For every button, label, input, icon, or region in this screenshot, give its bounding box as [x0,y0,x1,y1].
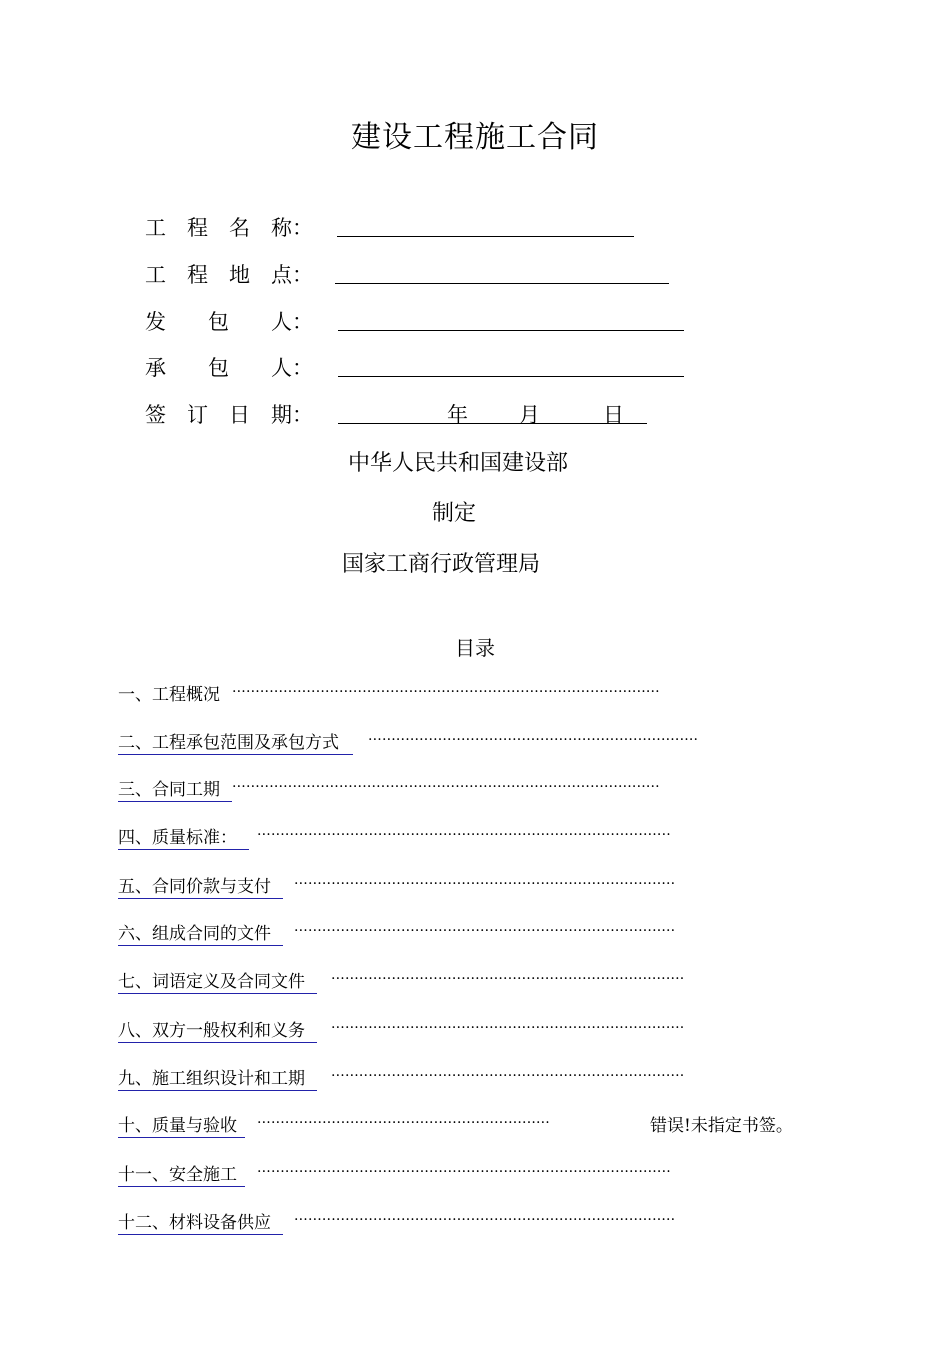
toc-item-link[interactable] [118,1016,317,1043]
toc-item-link[interactable] [118,728,353,755]
date-year: 年 [447,403,468,427]
toc-leader-dots: ............................................................................ [331,1064,685,1080]
toc-item-label[interactable]: 七、词语定义及合同文件 [118,972,305,992]
date-month: 月 [519,403,540,427]
toc-leader-dots: ............................................................... [257,1111,550,1127]
employer-label: 发 包 人： [145,310,313,334]
signing-date-label: 签 订 日 期： [145,403,313,427]
toc-item-link[interactable] [118,1160,245,1187]
toc-item-label[interactable]: 十、质量与验收 [118,1116,237,1136]
toc-item-label[interactable]: 十一、安全施工 [118,1165,237,1185]
toc-leader-dots: ............................................................................ [331,967,685,983]
document-title: 建设工程施工合同 [351,120,599,155]
toc-item-link[interactable] [118,1208,283,1235]
project-name-label: 工 程 名 称： [145,216,313,240]
toc-leader-dots: ............................................................................................ [232,775,660,791]
toc-item-link[interactable] [118,919,283,946]
toc-item-link[interactable] [118,775,232,802]
toc-leader-dots: ......................................................................................... [257,1160,671,1176]
issuer-ministry: 中华人民共和国建设部 [348,451,569,476]
toc-leader-dots: .................................................................................. [294,872,676,888]
project-location-blank[interactable] [335,259,669,284]
toc-item-link[interactable] [118,823,249,850]
issuer-formulated: 制定 [432,501,477,526]
toc-leader-dots: ....................................................................... [368,728,699,744]
toc-item-label[interactable]: 三、合同工期 [118,780,220,800]
toc-leader-dots: ............................................................................ [331,1016,685,1032]
employer-blank[interactable] [338,306,684,331]
toc-item-link[interactable] [118,872,283,899]
toc-leader-dots: ............................................................................................ [232,680,660,696]
contractor-label: 承 包 人： [145,356,313,380]
toc-leader-dots: ......................................................................................... [257,823,671,839]
date-day: 日 [603,403,624,427]
toc-page-error: 错误!未指定书签。 [650,1116,793,1136]
toc-title: 目录 [455,636,495,660]
toc-item-label[interactable]: 二、工程承包范围及承包方式 [118,733,339,753]
issuer-administration: 国家工商行政管理局 [342,552,541,577]
toc-item-link[interactable] [118,1064,317,1091]
toc-item-label[interactable]: 六、组成合同的文件 [118,924,271,944]
project-name-blank[interactable] [337,212,634,237]
signing-date-blank[interactable] [338,399,647,424]
toc-item-label[interactable]: 四、质量标准： [118,828,237,848]
toc-item-label[interactable]: 八、双方一般权利和义务 [118,1021,305,1041]
toc-leader-dots: .................................................................................. [294,1208,676,1224]
toc-item-label[interactable]: 十二、材料设备供应 [118,1213,271,1233]
contractor-blank[interactable] [338,352,684,377]
toc-item-label[interactable]: 一、工程概况 [118,685,220,705]
toc-leader-dots: .................................................................................. [294,919,676,935]
toc-item-label[interactable]: 九、施工组织设计和工期 [118,1069,305,1089]
project-location-label: 工 程 地 点： [145,263,313,287]
toc-item-label[interactable]: 五、合同价款与支付 [118,877,271,897]
toc-item-link[interactable] [118,967,317,994]
toc-item-link[interactable] [118,1111,245,1138]
